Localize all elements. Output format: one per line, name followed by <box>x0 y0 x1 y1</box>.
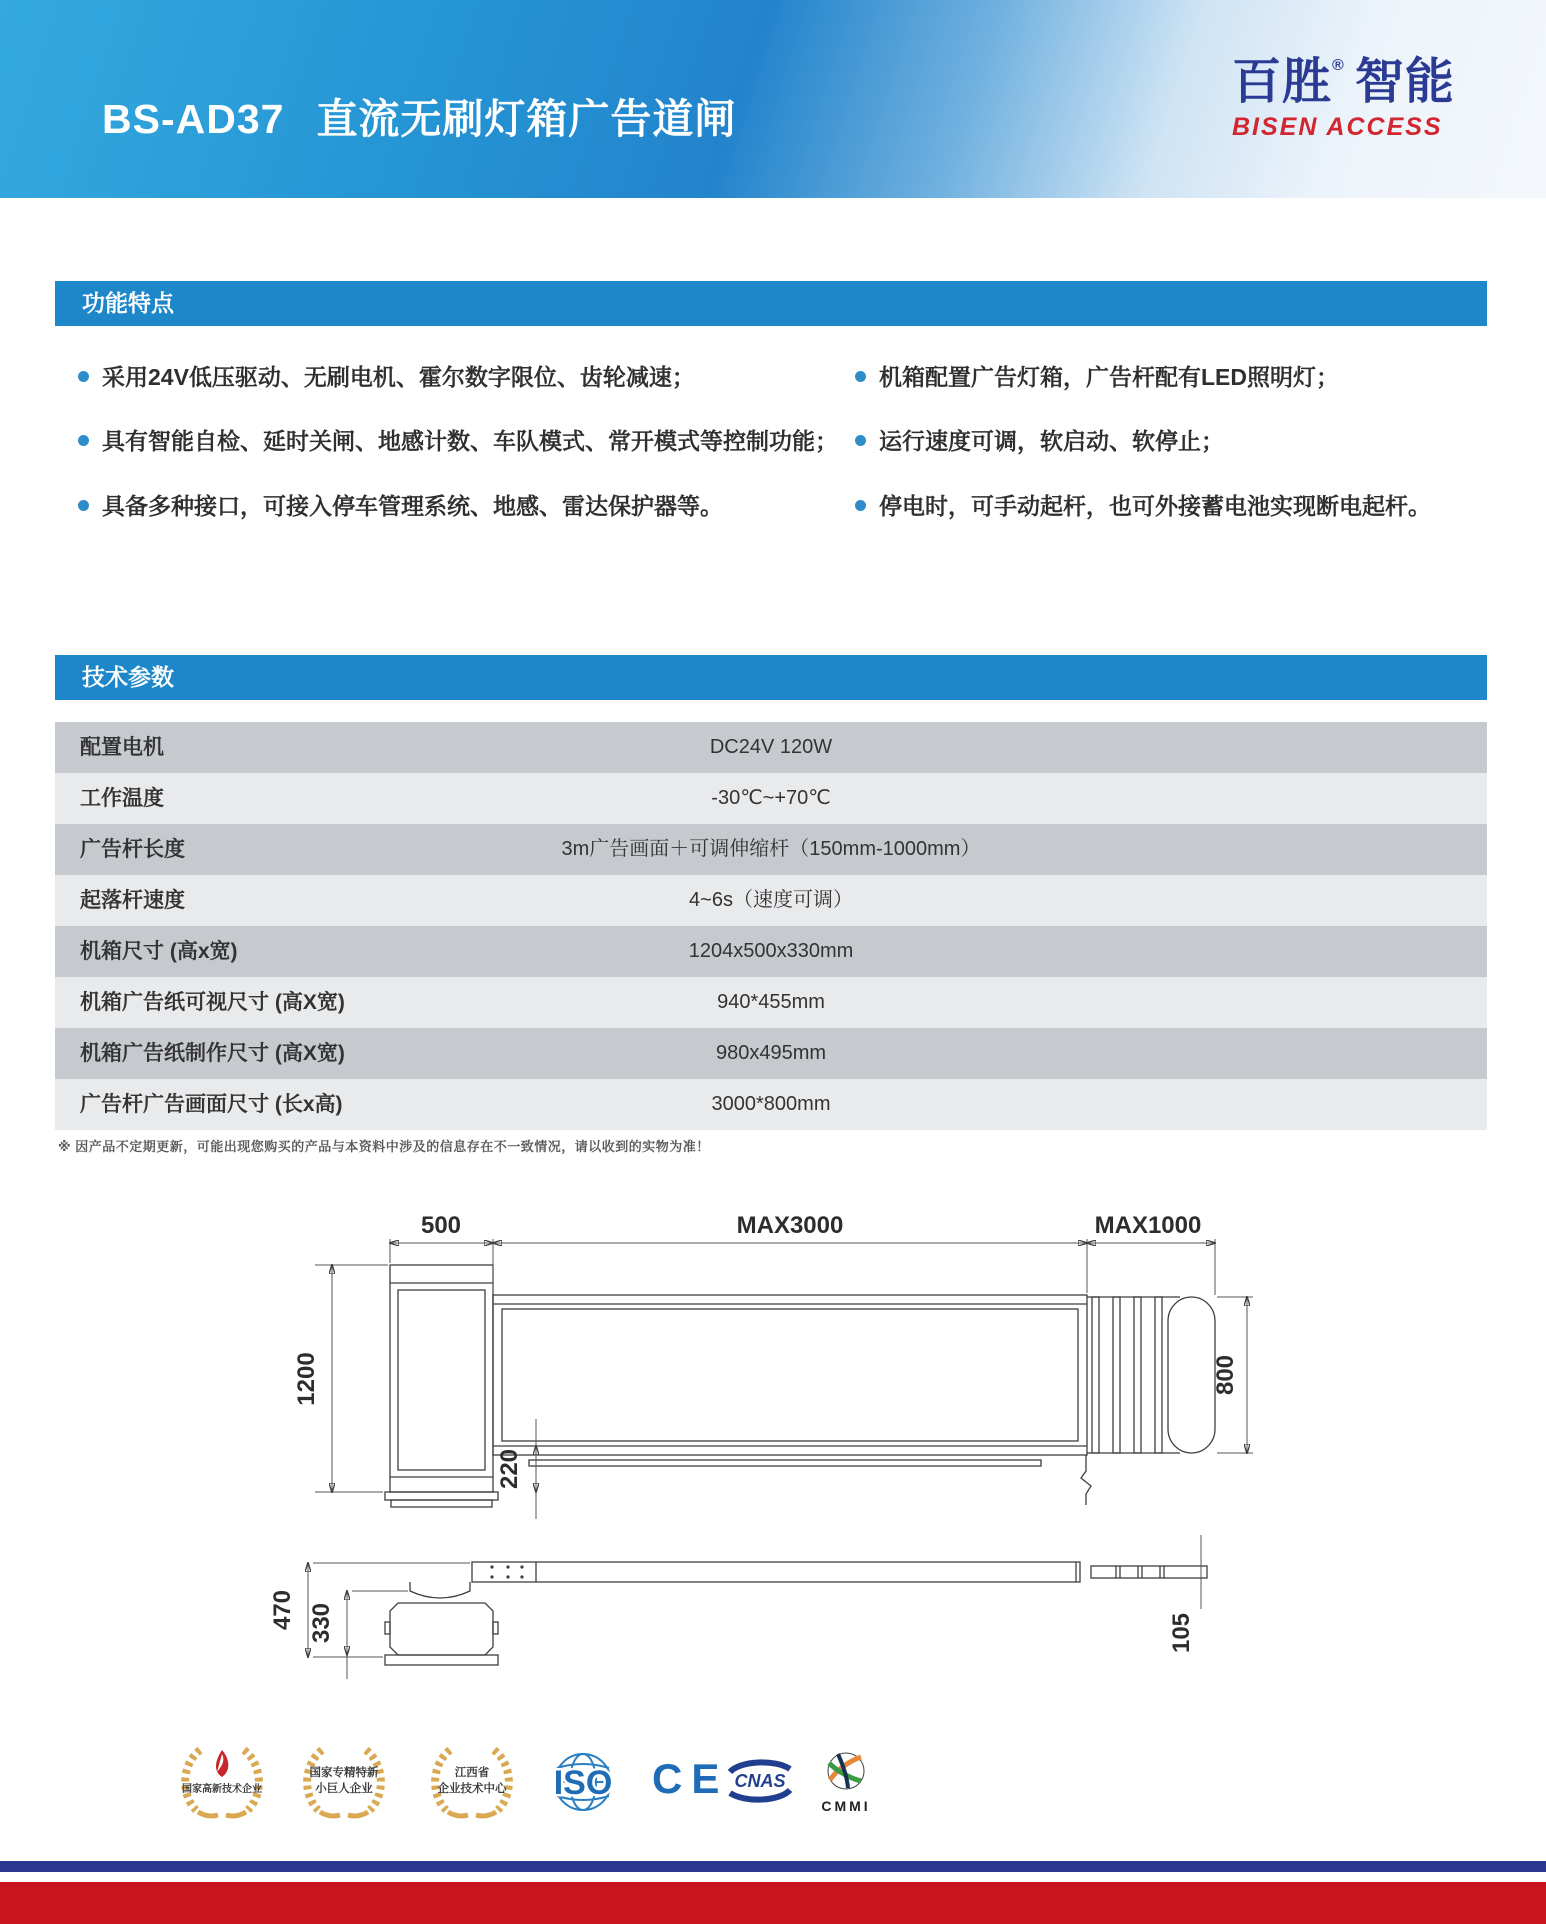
features-heading: 功能特点 <box>82 290 174 316</box>
laurel-wreath-icon <box>420 1742 524 1820</box>
cert-badge-label: 江西省 <box>454 1767 490 1779</box>
feature-text: 停电时，可手动起杆，也可外接蓄电池实现断电起杆。 <box>879 493 1431 519</box>
specs-section-bar <box>55 655 1487 700</box>
laurel-wreath-icon <box>292 1742 396 1820</box>
bullet-icon <box>855 435 866 446</box>
spec-value: 3000*800mm <box>711 1093 831 1115</box>
logo-cn-right: 智能 <box>1354 55 1455 109</box>
brand-logo <box>1232 55 1455 142</box>
table-row <box>55 1079 1487 1130</box>
table-row <box>55 722 1487 773</box>
feature-item <box>78 493 723 519</box>
spec-table <box>55 722 1487 1130</box>
spec-value: 3m广告画面＋可调伸缩杆（150mm-1000mm） <box>561 838 981 860</box>
spec-value: 1204x500x330mm <box>688 940 854 962</box>
flame-icon <box>216 1750 228 1777</box>
registered-trademark-icon: ® <box>1332 57 1345 74</box>
front-view-telescopic-rod <box>1087 1297 1215 1453</box>
dim-label-arm-length: MAX3000 <box>736 1212 844 1239</box>
brand-logo-chinese <box>1232 55 1455 109</box>
top-view <box>385 1562 1207 1665</box>
cert-badge-label: 国家高新技术企业 <box>182 1784 262 1795</box>
dim-label-cabinet-height: 1200 <box>293 1352 320 1406</box>
spec-label: 配置电机 <box>80 736 164 759</box>
disclaimer-note: ※ 因产品不定期更新，可能出现您购买的产品与本资料中涉及的信息存在不一致情况，请以收到的实物为准！ <box>58 1139 710 1154</box>
spec-label: 工作温度 <box>80 787 164 810</box>
feature-item <box>855 364 1339 390</box>
cert-badge-jiangxi <box>420 1742 524 1820</box>
cert-cnas <box>722 1754 798 1813</box>
cert-badge-srdi <box>292 1742 396 1820</box>
feature-text: 运行速度可调，软启动、软停止； <box>879 428 1224 454</box>
cert-cmmi <box>816 1748 876 1818</box>
table-row <box>55 824 1487 875</box>
table-row <box>55 773 1487 824</box>
cert-badge-high-tech <box>170 1742 274 1820</box>
bullet-icon <box>855 500 866 511</box>
brand-logo-english: BISEN ACCESS <box>1232 113 1443 141</box>
cnas-text: CNAS <box>734 1771 786 1791</box>
feature-text: 具备多种接口，可接入停车管理系统、地感、雷达保护器等。 <box>102 493 723 519</box>
footer-navy-stripe <box>0 1861 1546 1872</box>
table-row <box>55 926 1487 977</box>
dim-label-telescopic-length: MAX1000 <box>1094 1212 1202 1239</box>
feature-item <box>78 428 838 454</box>
feature-item <box>78 364 695 390</box>
spec-label: 机箱广告纸制作尺寸 (高X宽) <box>80 1042 345 1065</box>
spec-value: 980x495mm <box>715 1042 827 1064</box>
feature-text: 机箱配置广告灯箱，广告杆配有LED照明灯； <box>879 364 1339 390</box>
table-row <box>55 875 1487 926</box>
spec-label: 机箱广告纸可视尺寸 (高X宽) <box>80 991 345 1014</box>
cmmi-globe-icon <box>816 1748 876 1796</box>
cnas-ellipse-icon <box>722 1754 798 1808</box>
dim-label-base-depth: 470 <box>269 1589 296 1631</box>
feature-item <box>855 493 1431 519</box>
dim-label-cabinet-depth: 330 <box>308 1602 335 1644</box>
front-view-cabinet <box>385 1265 498 1507</box>
product-name: 直流无刷灯箱广告道闸 <box>316 96 737 142</box>
feature-item <box>855 428 1224 454</box>
dim-label-screen-height: 800 <box>1212 1354 1239 1396</box>
logo-cn-left: 百胜 <box>1232 55 1333 109</box>
spec-label: 广告杆长度 <box>80 838 185 861</box>
feature-text: 采用24V低压驱动、无刷电机、霍尔数字限位、齿轮减速； <box>102 364 695 390</box>
dim-label-mount-offset: 220 <box>496 1448 523 1490</box>
dim-lines-top <box>308 1535 1201 1679</box>
cert-iso <box>543 1746 623 1818</box>
laurel-wreath-icon <box>170 1742 274 1820</box>
header-banner <box>0 0 1546 198</box>
bullet-icon <box>78 500 89 511</box>
iso-text: ISO <box>553 1764 613 1802</box>
spec-value: DC24V 120W <box>709 736 833 758</box>
globe-icon <box>543 1746 623 1818</box>
spec-value: -30℃~+70℃ <box>711 787 831 809</box>
spec-label: 机箱尺寸 (高x宽) <box>80 940 238 963</box>
page-title <box>102 86 736 145</box>
dim-label-rod-width: 105 <box>1168 1612 1195 1654</box>
cert-ce: CE <box>652 1755 729 1802</box>
cert-badge-label: 小巨人企业 <box>315 1783 373 1795</box>
bullet-icon <box>78 435 89 446</box>
cert-badge-label: 企业技术中心 <box>437 1783 507 1795</box>
table-row <box>55 1028 1487 1079</box>
dim-label-cabinet-width: 500 <box>420 1212 462 1239</box>
product-model: BS-AD37 <box>102 96 285 142</box>
spec-value: 4~6s（速度可调） <box>689 889 853 911</box>
cert-badge-label: 国家专精特新 <box>309 1767 379 1779</box>
spec-label: 广告杆广告画面尺寸 (长x高) <box>80 1093 343 1116</box>
table-row <box>55 977 1487 1028</box>
front-view-arm <box>493 1295 1091 1505</box>
bullet-icon <box>855 371 866 382</box>
bullet-icon <box>78 371 89 382</box>
feature-text: 具有智能自检、延时关闸、地感计数、车队模式、常开模式等控制功能； <box>102 428 838 454</box>
features-section-bar <box>55 281 1487 326</box>
footer-red-stripe <box>0 1882 1546 1924</box>
spec-value: 940*455mm <box>717 991 825 1013</box>
specs-heading: 技术参数 <box>82 664 174 690</box>
dimension-drawing <box>240 1205 1260 1725</box>
cmmi-text: CMMI <box>821 1798 871 1814</box>
spec-label: 起落杆速度 <box>80 889 185 912</box>
